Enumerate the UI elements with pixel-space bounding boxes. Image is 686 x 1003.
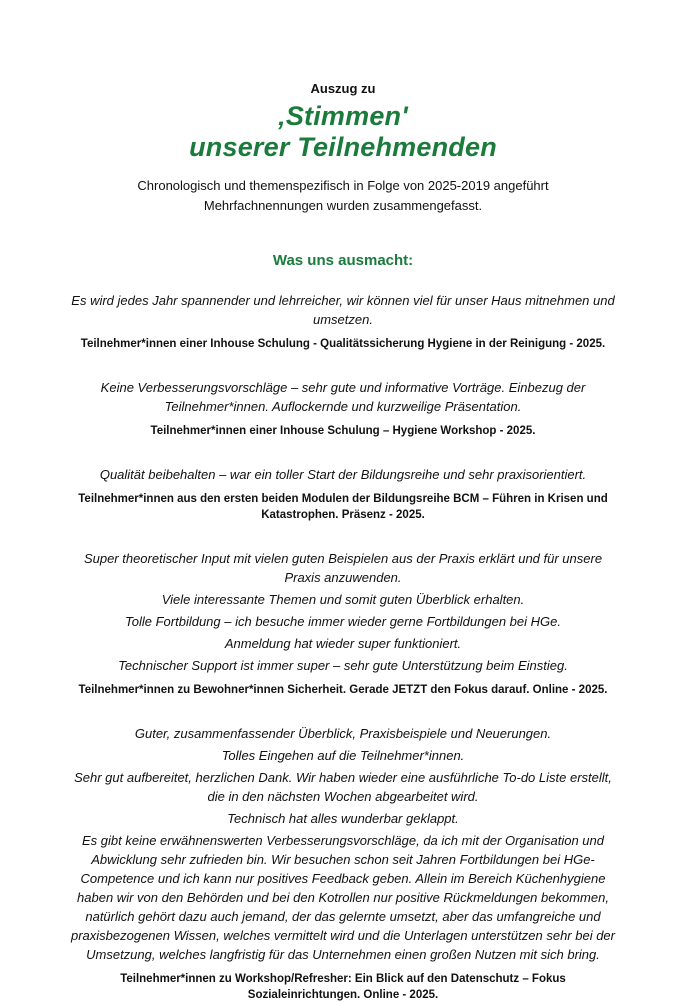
header-subtitle: Chronologisch und themenspezifisch in Folge von 2025-2019 angeführt Mehrfachnennungen wurden zusammengefasst. — [137, 178, 549, 213]
page-title-line1: ‚Stimmen' — [278, 101, 408, 131]
quote-text: Guter, zusammenfassender Überblick, Praxisbeispiele und Neuerungen. — [134, 726, 552, 741]
document-content — [69, 80, 617, 1003]
testimonial-group — [69, 378, 617, 439]
testimonial-group — [69, 465, 617, 523]
testimonial-groups — [69, 291, 617, 1003]
quote-text: Technischer Support ist immer super – sehr gute Unterstützung beim Einstieg. — [118, 658, 568, 673]
quote-attribution: Teilnehmer*innen zu Workshop/Refresher: Ein Blick auf den Datenschutz – Fokus Sozialeinrichtungen. Online - 2025. — [120, 973, 566, 1001]
quote-text: Es wird jedes Jahr spannender und lehrreicher, wir können viel für unser Haus mitnehmen und umsetzen. — [71, 293, 615, 327]
quote-text: Anmeldung hat wieder super funktioniert. — [224, 636, 462, 651]
section-heading: Was uns ausmacht: — [272, 252, 414, 269]
page-title-line2: unserer Teilnehmenden — [189, 132, 497, 162]
quote-attribution: Teilnehmer*innen zu Bewohner*innen Sicherheit. Gerade JETZT den Fokus darauf. Online - 2025. — [78, 684, 608, 696]
quote-text: Viele interessante Themen und somit guten Überblick erhalten. — [161, 592, 525, 607]
quote-text: Es gibt keine erwähnenswerten Verbesserungsvorschläge, da ich mit der Organisation und Abwicklung sehr zufrieden bin. Wir besuchen schon seit Jahren Fortbildungen bei HGe-Competence und ich kann nur positives Feedback geben. Allein im Bereich Küchenhygiene haben wir von den Behörden und bei den Kotrollen nur positive Rückmeldungen bekommen, natürlich gehört dazu auch jemand, der das gelernte umsetzt, aber das umfangreiche und praxisbezogenen Wissen, welches vermittelt wird und die Unterlagen unterstützen sehr bei der Umsetzung, welches langfristig für das Unternehmen einen großen Nutzen mit sich bring. — [70, 833, 615, 962]
testimonial-group — [69, 724, 617, 1003]
quote-text: Sehr gut aufbereitet, herzlichen Dank. Wir haben wieder eine ausführliche To-do Liste erstellt, die in den nächsten Wochen abgearbeitet wird. — [74, 770, 612, 804]
document-header — [69, 80, 617, 216]
header-kicker: Auszug zu — [310, 81, 376, 96]
quote-text: Technisch hat alles wunderbar geklappt. — [227, 811, 459, 826]
testimonial-group — [69, 549, 617, 698]
testimonial-group — [69, 291, 617, 352]
quote-text: Super theoretischer Input mit vielen guten Beispielen aus der Praxis erklärt und für unsere Praxis anzuwenden. — [83, 551, 603, 585]
quote-text: Qualität beibehalten – war ein toller Start der Bildungsreihe und sehr praxisorientiert. — [99, 467, 587, 482]
quote-text: Tolles Eingehen auf die Teilnehmer*innen. — [221, 748, 465, 763]
quote-text: Keine Verbesserungsvorschläge – sehr gute und informative Vorträge. Einbezug der Teilnehmer*innen. Auflockernde und kurzweilige Präsentation. — [100, 380, 586, 414]
quote-attribution: Teilnehmer*innen einer Inhouse Schulung - Qualitätssicherung Hygiene in der Reinigung - 2025. — [80, 338, 606, 350]
quote-attribution: Teilnehmer*innen einer Inhouse Schulung – Hygiene Workshop - 2025. — [150, 425, 536, 437]
quote-attribution: Teilnehmer*innen aus den ersten beiden Modulen der Bildungsreihe BCM – Führen in Krisen und Katastrophen. Präsenz - 2025. — [78, 493, 608, 521]
quote-text: Tolle Fortbildung – ich besuche immer wieder gerne Fortbildungen bei HGe. — [125, 614, 561, 629]
